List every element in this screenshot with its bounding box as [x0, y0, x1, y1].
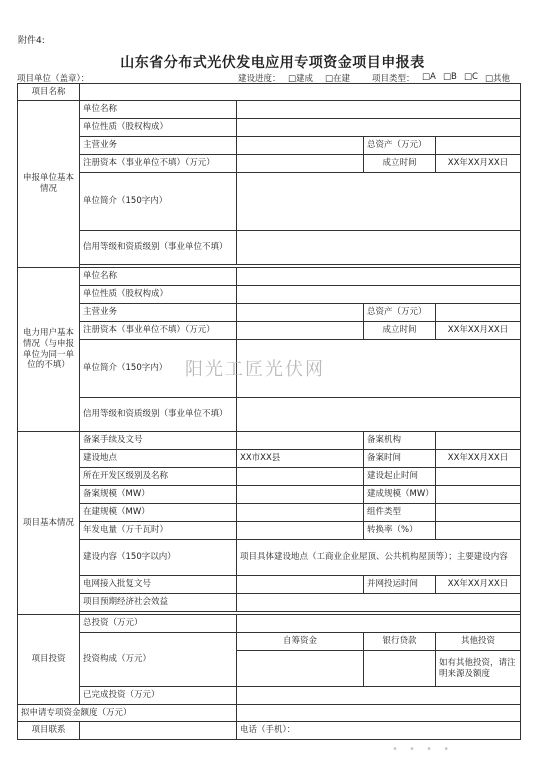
applicant-total-assets-label: 总资产（万元）	[364, 137, 436, 155]
construction-period-label: 建设起止时间	[364, 468, 436, 486]
watermark: 阳光工匠光伏网	[185, 359, 325, 380]
progress-built-checkbox[interactable]: □建成	[288, 74, 314, 84]
applicant-registered-capital-label: 注册资本（事业单位不填）（万元）	[80, 155, 237, 173]
applicant-credit-field[interactable]	[237, 231, 521, 265]
applicant-credit-label: 信用等级和资质级别（事业单位不填）	[80, 231, 237, 265]
built-scale-label: 建成规模（MW）	[364, 486, 436, 504]
total-investment-field[interactable]	[237, 615, 521, 633]
applicant-unit-name-row	[18, 101, 521, 119]
power-user-unit-name-field[interactable]	[237, 268, 521, 286]
filing-scale-label: 备案规模（MW）	[80, 486, 237, 504]
power-user-registered-capital-field[interactable]	[237, 322, 364, 340]
applicant-unit-nature-label: 单位性质（股权构成）	[80, 119, 237, 137]
applicant-intro-label: 单位简介（150字内）	[80, 173, 237, 231]
filing-org-field[interactable]	[436, 432, 521, 450]
power-user-intro-label: 单位简介（150字内）	[80, 340, 237, 398]
dev-zone-label: 所在开发区级别及名称	[80, 468, 237, 486]
other-investment-header: 其他投资	[436, 633, 521, 651]
bank-loan-field[interactable]	[364, 651, 436, 687]
dev-zone-field[interactable]	[237, 468, 364, 486]
filing-time-field[interactable]: XX年XX月XX日	[436, 450, 521, 468]
power-user-main-business-label: 主营业务	[80, 304, 237, 322]
applicant-established-field[interactable]: XX年XX月XX日	[436, 155, 521, 173]
requested-amount-label: 拟申请专项资金额度（万元）	[18, 705, 237, 722]
built-scale-field[interactable]	[436, 486, 521, 504]
power-user-total-assets-field[interactable]	[436, 304, 521, 322]
grid-time-label: 并网投运时间	[364, 576, 436, 594]
project-name-row	[18, 84, 521, 101]
project-basic-section-label: 项目基本情况	[18, 432, 80, 615]
location-label: 建设地点	[80, 450, 237, 468]
applicant-registered-capital-field[interactable]	[237, 155, 364, 173]
power-user-total-assets-label: 总资产（万元）	[364, 304, 436, 322]
total-investment-label: 总投资（万元）	[80, 615, 237, 633]
applicant-total-assets-field[interactable]	[436, 137, 521, 155]
power-user-established-field[interactable]: XX年XX月XX日	[436, 322, 521, 340]
conversion-label: 转换率（%）	[364, 522, 436, 540]
type-c-checkbox[interactable]: □C	[464, 72, 478, 82]
module-type-label: 组件类型	[364, 504, 436, 522]
phone-label: 电话（手机）：	[237, 722, 521, 740]
filing-doc-label: 备案手续及文号	[80, 432, 237, 450]
grid-approval-label: 电网接入批复文号	[80, 576, 237, 594]
power-user-unit-name-label: 单位名称	[80, 268, 237, 286]
type-b-checkbox[interactable]: □B	[443, 72, 457, 82]
under-construction-label: 在建规模（MW）	[80, 504, 237, 522]
type-a-checkbox[interactable]: □A	[422, 72, 436, 82]
contact-person-field[interactable]	[80, 722, 237, 740]
benefits-field[interactable]	[237, 594, 521, 612]
power-user-credit-label: 信用等级和资质级别（事业单位不填）	[80, 398, 237, 432]
filing-scale-field[interactable]	[237, 486, 364, 504]
contact-label: 项目联系	[18, 722, 80, 740]
filing-org-label: 备案机构	[364, 432, 436, 450]
progress-label: 建设进度：	[238, 74, 281, 84]
power-user-main-business-field[interactable]	[237, 304, 364, 322]
own-funds-field[interactable]	[237, 651, 364, 687]
annual-output-field[interactable]	[237, 522, 364, 540]
type-other-checkbox[interactable]: □其他	[485, 74, 511, 84]
other-investment-note[interactable]: 如有其他投资，请注明来源及额度	[436, 651, 521, 687]
under-construction-field[interactable]	[237, 504, 364, 522]
application-form-table	[17, 83, 521, 740]
benefits-label: 项目预期经济社会效益	[80, 594, 237, 612]
applicant-unit-name-field[interactable]	[237, 101, 521, 119]
applicant-main-business-label: 主营业务	[80, 137, 237, 155]
requested-amount-field[interactable]	[237, 705, 521, 722]
power-user-credit-field[interactable]	[237, 398, 521, 432]
power-user-unit-nature-field[interactable]	[237, 286, 521, 304]
content-field[interactable]: 项目具体建设地点（工商业企业屋顶、公共机构屋顶等）；主要建设内容	[237, 540, 521, 576]
own-funds-header: 自筹资金	[237, 633, 364, 651]
conversion-field[interactable]	[436, 522, 521, 540]
applicant-established-label: 成立时间	[364, 155, 436, 173]
completed-investment-label: 已完成投资（万元）	[80, 687, 237, 705]
power-user-section-label: 电力用户基本情况（与申报单位为同一单位的不填）	[18, 268, 80, 432]
project-name-label: 项目名称	[18, 84, 80, 101]
power-user-unit-nature-label: 单位性质（股权构成）	[80, 286, 237, 304]
applicant-intro-field[interactable]	[237, 173, 521, 231]
attachment-label: 附件4:	[18, 36, 45, 46]
applicant-unit-name-label: 单位名称	[80, 101, 237, 119]
bank-loan-header: 银行贷款	[364, 633, 436, 651]
grid-approval-field[interactable]	[237, 576, 364, 594]
investment-composition-label: 投资构成（万元）	[80, 633, 237, 687]
filing-time-label: 备案时间	[364, 450, 436, 468]
content-label: 建设内容（150字以内）	[80, 540, 237, 576]
applicant-section-label: 申报单位基本情况	[18, 101, 80, 268]
project-unit-label: 项目单位（盖章）：	[17, 74, 90, 84]
project-type-label: 项目类型：	[372, 74, 415, 84]
filing-doc-field[interactable]	[237, 432, 364, 450]
applicant-main-business-field[interactable]	[237, 137, 364, 155]
annual-output-label: 年发电量（万千瓦时）	[80, 522, 237, 540]
module-type-field[interactable]	[436, 504, 521, 522]
power-user-registered-capital-label: 注册资本（事业单位不填）（万元）	[80, 322, 237, 340]
page-title: 山东省分布式光伏发电应用专项资金项目申报表	[120, 55, 425, 71]
applicant-unit-nature-field[interactable]	[237, 119, 521, 137]
grid-time-field[interactable]: XX年XX月XX日	[436, 576, 521, 594]
construction-period-field[interactable]	[436, 468, 521, 486]
completed-investment-field[interactable]	[237, 687, 521, 705]
power-user-established-label: 成立时间	[364, 322, 436, 340]
location-field[interactable]: XX市XX县	[237, 450, 364, 468]
project-name-field[interactable]	[80, 84, 521, 101]
scan-artifact-dots: • • • •	[392, 744, 454, 755]
investment-section-label: 项目投资	[18, 615, 80, 705]
progress-building-checkbox[interactable]: □在建	[325, 74, 351, 84]
